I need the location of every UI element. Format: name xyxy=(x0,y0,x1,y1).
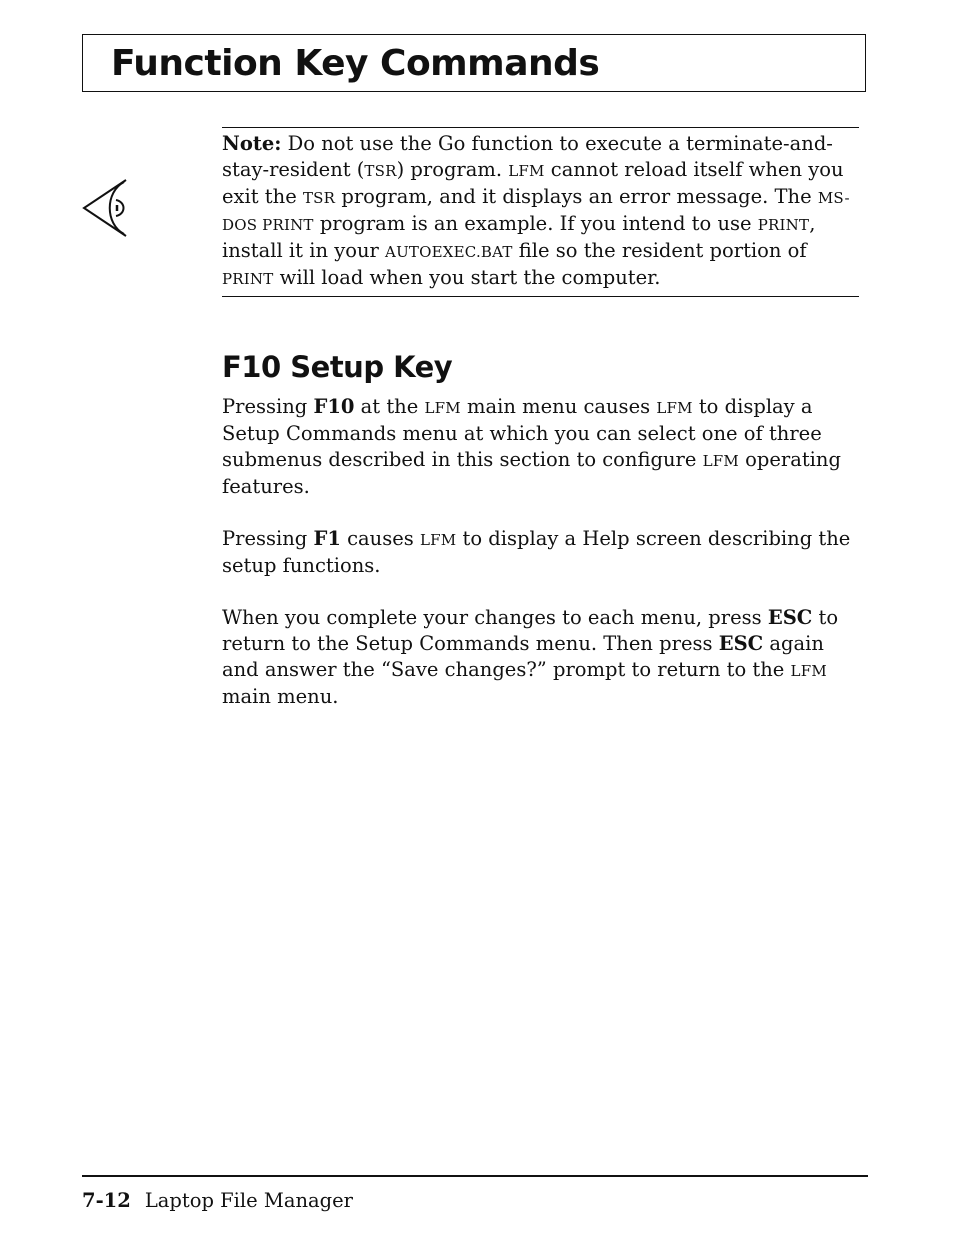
header-box xyxy=(82,34,866,92)
page-footer xyxy=(82,1188,353,1214)
paragraph-help: Pressing F1 causes LFM to display a Help screen describing the setup functions. xyxy=(222,527,851,577)
page-title: Function Key Commands xyxy=(111,43,600,84)
key-f10: F10 xyxy=(313,395,355,418)
paragraph-save: When you complete your changes to each menu, press ESC to return to the Setup Commands menu. Then press ESC again and answer the “Save changes?” prompt to return to the LFM main menu. xyxy=(222,606,839,708)
book-title: Laptop File Manager xyxy=(144,1189,353,1212)
note-label: Note: xyxy=(222,132,282,155)
page-number: 7-12 xyxy=(82,1189,131,1212)
key-esc: ESC xyxy=(767,606,813,629)
key-f1: F1 xyxy=(313,527,341,550)
note-text: Note: Do not use the Go function to execute a terminate-and-stay-resident (TSR) program. LFM cannot reload itself when you exit the TSR program, and it displays an error message. The MS-DOS PRINT program is an example. If you intend to use PRINT, install it in your AUTOEXEC.BAT file so the resident portion of PRINT will load when you start the computer. xyxy=(222,132,850,289)
footer-rule xyxy=(82,1175,868,1177)
note-box xyxy=(222,127,859,297)
key-esc: ESC xyxy=(718,632,764,655)
section-heading: F10 Setup Key xyxy=(222,350,453,384)
paragraph-setup: Pressing F10 at the LFM main menu causes LFM to display a Setup Commands menu at which you can select one of three submenus described in this section to configure LFM operating features. xyxy=(222,395,841,498)
eye-icon xyxy=(80,178,130,238)
section-body xyxy=(222,394,862,736)
